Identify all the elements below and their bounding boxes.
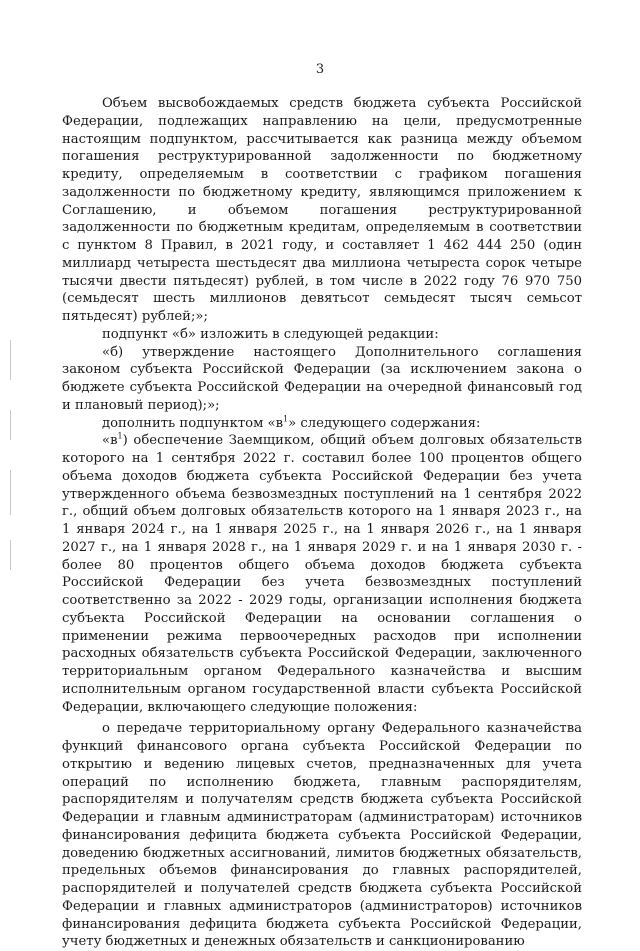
paragraph-add-subparagraph-v1: дополнить подпунктом «$в^1$» следующего содержания: bbox=[102, 414, 481, 431]
paragraph-subparagraph-v1-text: «$в^1$) обеспечение Заемщиком, общий объем долговых обязательств которого на 1 сентября 2022 г. составил более 100 процентов общего объема доходов бюджета субъекта Российской Федерации без учета утвержденного объема безвозмездных поступлений на 1 сентября 2022 г., общий объем долговых обязательств которого на 1 января 2023 г., на 1 января 2024 г., на 1 января 2025 г., на 1 января 2026 г., на 1 января 2027 г., на 1 января 2028 г., на 1 января 2029 г. и на 1 января 2030 г. - более 80 процентов общего объема доходов бюджета субъекта Российской Федерации без учета безвозмездных поступлений соответственно за 2022 - 2029 годы, организации исполнения бюджета субъекта Российской Федерации на основании соглашения о применении режима первоочередных расходов при исполнении расходных обязательств субъекта Российской Федерации, заключенного территориальным органом Федерального казначейства и высшим исполнительным органом государственной власти субъекта Российской Федерации, включающего следующие положения: bbox=[62, 431, 582, 715]
paragraph-subparagraph-b-text: «б) утверждение настоящего Дополнительного соглашения законом субъекта Российской Федерации (за исключением закона о бюджете субъекта Российской Федерации на очередной финансовый год и плановый период);»; bbox=[62, 344, 582, 413]
page-number: 3 bbox=[315, 62, 325, 77]
paragraph-released-funds: Объем высвобождаемых средств бюджета субъекта Российской Федерации, подлежащих направлению на цели, предусмотренные настоящим подпунктом, рассчитывается как разница между объемом погашения реструктурированной задолженности по бюджетному кредиту, определяемым в соответствии с графиком погашения задолженности по бюджетному кредиту, являющимся приложением к Соглашению, и объемом погашения реструктурированной задолженности по бюджетным кредитам, определяемым в соответствии с пунктом 8 Правил, в 2021 году, и составляет 1 462 444 250 (один миллиард четыреста шестьдесят два миллиона четыреста сорок четыре тысячи двести пятьдесят) рублей, в том числе в 2022 году 76 970 750 (семьдесят шесть миллионов девятьсот семьдесят тысяч семьсот пятьдесят) рублей;»; bbox=[62, 96, 582, 324]
paragraph-subparagraph-b-intro: подпункт «б» изложить в следующей редакции: bbox=[102, 326, 439, 342]
margin-marks bbox=[8, 340, 14, 580]
paragraph-treasury-functions: о передаче территориальному органу Федерального казначейства функций финансового органа субъекта Российской Федерации по открытию и ведению лицевых счетов, предназначенных для учета операций по исполнению бюджета, главным распорядителям, распорядителям и получателям средств бюджета субъекта Российской Федерации и главным администраторам (администраторам) источников финансирования дефицита бюджета субъекта Российской Федерации, доведению бюджетных ассигнований, лимитов бюджетных обязательств, предельных объемов финансирования до главных распорядителей, распорядителей и получателей средств бюджета субъекта Российской Федерации и главных администраторов (администраторов) источников финансирования дефицита бюджета субъекта Российской Федерации, учету бюджетных и денежных обязательств и санкционированию bbox=[62, 721, 582, 950]
body-text bbox=[62, 95, 582, 951]
